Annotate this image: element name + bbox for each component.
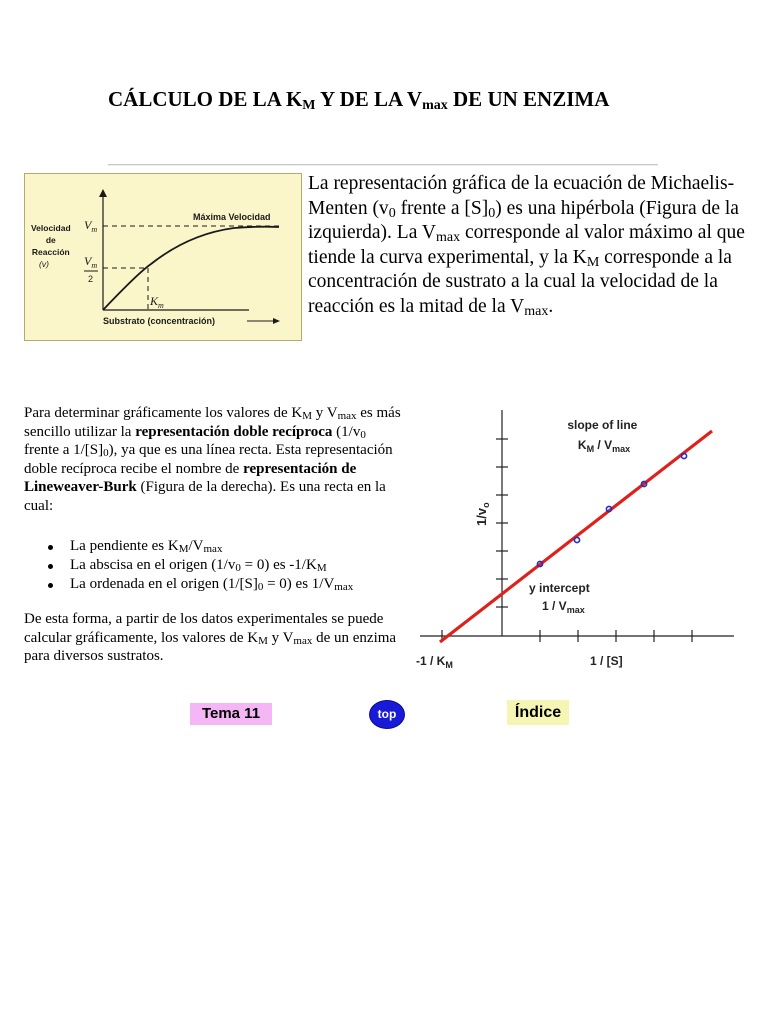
y-axis-label: $1/v_o$ xyxy=(474,502,491,526)
top-button[interactable]: top xyxy=(369,700,405,729)
x-axis-label: Substrato (concentración) xyxy=(103,316,216,326)
michaelis-menten-paragraph: La representación gráfica de la ecuación de Michaelis-Menten ($v_0$ frente a $[S]_0$) es una hipérbola (Figura de la izquierda). La $V_{max}$ corresponde al valor máximo al que tiende la curva experimental, y la $K_M$ corresponde a la concentración de sustrato a la cual la velocidad de la reacción es la mitad de la $V_{max}$. xyxy=(308,173,745,319)
slope-label: slope of line $K_M / V_{max}$ xyxy=(567,418,638,454)
y-intercept-label: y intercept $1 / V_{max}$ xyxy=(529,581,590,615)
list-item-x-intercept: La abscisa en el origen $(1/v_0 = 0)$ es $-1/K_M$ xyxy=(24,556,414,575)
km-label: $K_m$ xyxy=(150,294,164,310)
properties-list xyxy=(24,537,414,594)
lineweaver-burk-paragraph: Para determinar gráficamente los valores de $K_M$ y $V_{max}$ es más sencillo utilizar la representación doble recíproca ($1/v_0$ frente a $1/[S]_0$), ya que es una línea recta. Esta representación doble recíproca recibe el nombre de representación de Lineweaver-Burk (Figura de la derecha). Es una recta en la cual: xyxy=(24,405,401,514)
vm-top-label: $V_m$ xyxy=(84,218,98,234)
michaelis-menten-figure xyxy=(24,173,302,341)
data-point xyxy=(574,537,579,542)
data-point xyxy=(681,453,686,458)
list-item-y-intercept: La ordenada en el origen $(1/[S]_0 = 0)$ es $1/V_{max}$ xyxy=(24,575,414,594)
half-denominator: 2 xyxy=(88,274,94,284)
list-item-slope: La pendiente es $K_M/V_{max}$ xyxy=(24,537,414,556)
max-velocity-label: Máxima Velocidad xyxy=(193,212,271,222)
x-intercept-label: $-1 / K_M$ xyxy=(416,654,453,670)
y-axis-label: Velocidad de Reacción (v) xyxy=(30,223,71,269)
indice-button[interactable]: Índice xyxy=(507,700,569,725)
page-title: CÁLCULO DE LA $K_M$ Y DE LA $V_{max}$ DE UN ENZIMA xyxy=(108,87,610,113)
x-axis-label: 1 / [S] xyxy=(590,654,623,668)
conclusion-paragraph: De esta forma, a partir de los datos experimentales se puede calcular gráficamente, los valores de $K_M$ y $V_{max}$ de un enzima para diversos sustratos. xyxy=(24,611,397,665)
horizontal-divider xyxy=(108,164,658,166)
tema-11-button[interactable]: Tema 11 xyxy=(190,703,272,725)
vm-half-label: $V_m$ xyxy=(84,254,98,270)
lineweaver-burk-figure xyxy=(412,404,740,676)
